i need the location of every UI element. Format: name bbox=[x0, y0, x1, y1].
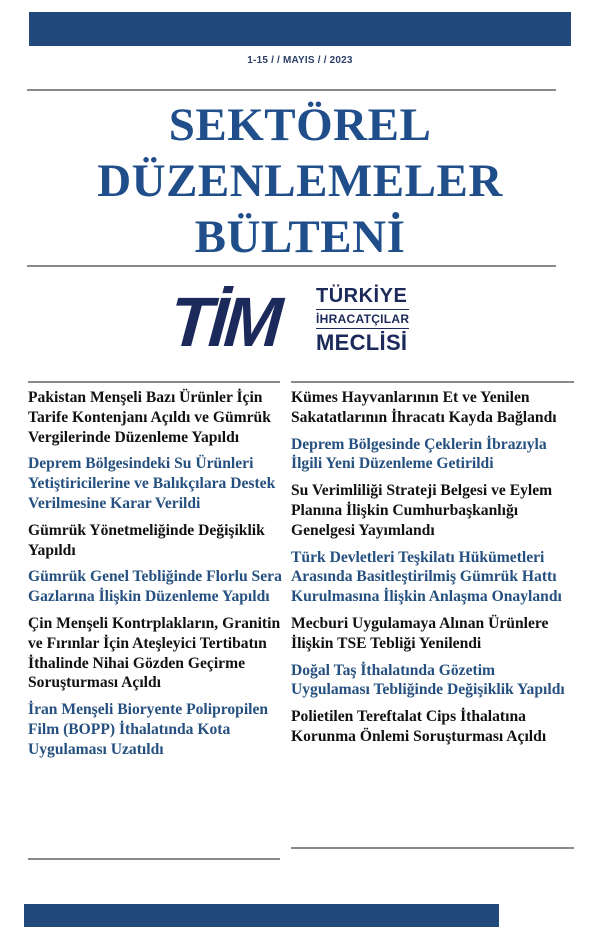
title-bottom-rule bbox=[27, 265, 556, 267]
headline-item[interactable]: Deprem Bölgesindeki Su Ürünleri Yetiştiricilerine ve Balıkçılara Destek Verilmesine Karar Verildi bbox=[28, 455, 276, 512]
headline-item[interactable]: Çin Menşeli Kontrplakların, Granitin ve Fırınlar İçin Ateşleyici Tertibatın İthalinde Nihai Gözden Geçirme Soruşturması Açıldı bbox=[28, 614, 281, 692]
headline-item[interactable]: Gümrük Yönetmeliğinde Değişiklik Yapıldı bbox=[28, 521, 265, 559]
bulletin-title bbox=[0, 97, 600, 265]
headline-item[interactable]: Pakistan Menşeli Bazı Ürünler İçin Tarife Kontenjanı Açıldı ve Gümrük Vergilerinde Düzenleme Yapıldı bbox=[28, 389, 271, 446]
tim-logo bbox=[167, 283, 430, 361]
logo-line-meclisi: MECLİSİ bbox=[316, 330, 408, 355]
headline-item[interactable]: İran Menşeli Bioryente Polipropilen Film (BOPP) İthalatında Kota Uygulaması Uzatıldı bbox=[28, 701, 269, 758]
top-banner-bar bbox=[29, 12, 571, 46]
left-column-top-rule bbox=[28, 381, 280, 383]
headline-item[interactable]: Türk Devletleri Teşkilatı Hükümetleri Arasında Basitleştirilmiş Gümrük Hattı Kurulmasına İlişkin Anlaşma Onaylandı bbox=[291, 548, 562, 606]
logo-line-ihracatcilar: İHRACATÇILAR bbox=[316, 309, 409, 329]
left-headline-column bbox=[28, 388, 284, 767]
tim-logo-mark: TİM bbox=[167, 283, 282, 361]
headline-item[interactable]: Polietilen Tereftalat Cips İthalatına Korunma Önlemi Soruşturması Açıldı bbox=[291, 708, 547, 745]
title-line-1: SEKTÖREL bbox=[168, 99, 432, 151]
title-line-3: BÜLTENİ bbox=[194, 211, 406, 263]
bottom-banner-bar bbox=[24, 904, 499, 927]
title-top-rule bbox=[27, 89, 556, 91]
headline-item[interactable]: Su Verimliliği Strateji Belgesi ve Eylem Planına İlişkin Cumhurbaşkanlığı Genelgesi Yayımlandı bbox=[291, 482, 553, 539]
headline-item[interactable]: Doğal Taş İthalatında Gözetim Uygulaması Tebliğinde Değişiklik Yapıldı bbox=[291, 661, 565, 699]
tim-logo-text bbox=[316, 285, 409, 355]
headline-item[interactable]: Kümes Hayvanlarının Et ve Yenilen Sakatatlarının İhracatı Kayda Bağlandı bbox=[291, 389, 557, 426]
issue-date: 1-15 / / MAYIS / / 2023 bbox=[247, 55, 353, 66]
headline-item[interactable]: Mecburi Uygulamaya Alınan Ürünlere İlişkin TSE Tebliği Yenilendi bbox=[291, 614, 549, 652]
headline-item[interactable]: Gümrük Genel Tebliğinde Florlu Sera Gazlarına İlişkin Düzenleme Yapıldı bbox=[28, 568, 282, 606]
headline-item[interactable]: Deprem Bölgesinde Çeklerin İbrazıyla İlgili Yeni Düzenleme Getirildi bbox=[291, 435, 547, 473]
right-headline-column bbox=[291, 388, 576, 754]
right-column-bottom-rule bbox=[291, 847, 574, 849]
logo-line-turkiye: TÜRKİYE bbox=[316, 285, 408, 307]
title-line-2: DÜZENLEMELER bbox=[97, 155, 503, 207]
left-column-bottom-rule bbox=[28, 858, 280, 860]
right-column-top-rule bbox=[291, 381, 574, 383]
